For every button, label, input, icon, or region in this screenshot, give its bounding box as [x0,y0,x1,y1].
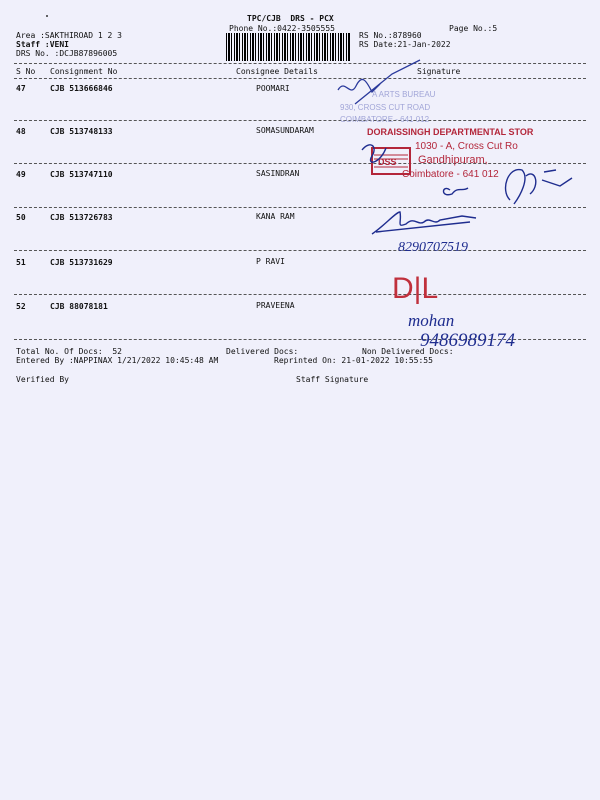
row-consignment: CJB 513666846 [50,84,113,93]
stamp1-line1: A ARTS BUREAU [372,90,436,99]
handwritten-dl: D|L [392,272,439,305]
row-sno: 52 [16,302,26,311]
drs-number: DRS No. :DCJB87896005 [16,49,118,58]
column-header-consignee: Consignee Details [236,67,318,76]
rs-date: RS Date:21-Jan-2022 [359,40,451,49]
row-sno: 51 [16,258,26,267]
non-delivered-docs: Non Delivered Docs: [362,347,454,356]
stamp2-line3: Gandhipuram, [418,154,488,166]
reprinted-on: Reprinted On: 21-01-2022 10:55:55 [274,356,433,365]
row-consignee: SASINDRAN [256,169,300,178]
row-sno: 50 [16,213,26,222]
row-consignment: CJB 513726783 [50,213,113,222]
page-number: Page No.:5 [449,24,498,33]
stamp-doraissingh-store [367,127,534,180]
staff-signature: Staff Signature [296,375,369,384]
row-consignee: PRAVEENA [256,301,295,310]
area-label: Area :SAKTHIROAD 1 2 3 [16,31,122,40]
column-header-signature: Signature [417,67,461,76]
stamp2-line4: Coimbatore - 641 012 [402,169,499,180]
column-header-consignment: Consignment No [50,67,118,76]
staff-label: Staff :VENI [16,40,69,49]
delivered-docs: Delivered Docs: [226,347,299,356]
entered-by: Entered By :NAPPINAX 1/21/2022 10:45:48 AM [16,356,219,365]
row-consignment: CJB 513747110 [50,170,113,179]
total-docs: Total No. Of Docs: 52 [16,347,122,356]
row-consignee: POOMARI [256,84,290,93]
handwritten-phone-50: 8290707519 [398,240,468,255]
row-consignment: CJB 88078181 [50,302,108,311]
column-header-sno: S No [16,67,36,76]
signature-row-50 [372,212,476,234]
stamp-arts-bureau [340,90,436,124]
row-consignment: CJB 513748133 [50,127,113,136]
stamp2-line1: DORAISSINGH DEPARTMENTAL STOR [367,127,534,137]
document-title: TPC/CJB DRS - PCX [247,14,334,23]
handwritten-phone-52: 9486989174 [420,330,515,351]
phone-number: Phone No.:0422-3505555 [229,24,335,33]
row-consignment: CJB 513731629 [50,258,113,267]
row-consignee: KANA RAM [256,212,295,221]
stamp1-line3: COIMBATORE - 641 012 [340,115,430,124]
stamp2-line2: 1030 - A, Cross Cut Ro [415,141,518,152]
scan-speck [46,15,48,17]
row-sno: 47 [16,84,26,93]
row-consignee: P RAVI [256,257,285,266]
row-consignee: SOMASUNDARAM [256,126,314,135]
rs-number: RS No.:878960 [359,31,422,40]
stamp2-logo: DSS [378,157,397,167]
row-sno: 48 [16,127,26,136]
stamp1-line2: 930, CROSS CUT ROAD [340,103,431,112]
handwritten-name-52: mohan [408,311,455,330]
verified-by: Verified By [16,375,69,384]
row-sno: 49 [16,170,26,179]
